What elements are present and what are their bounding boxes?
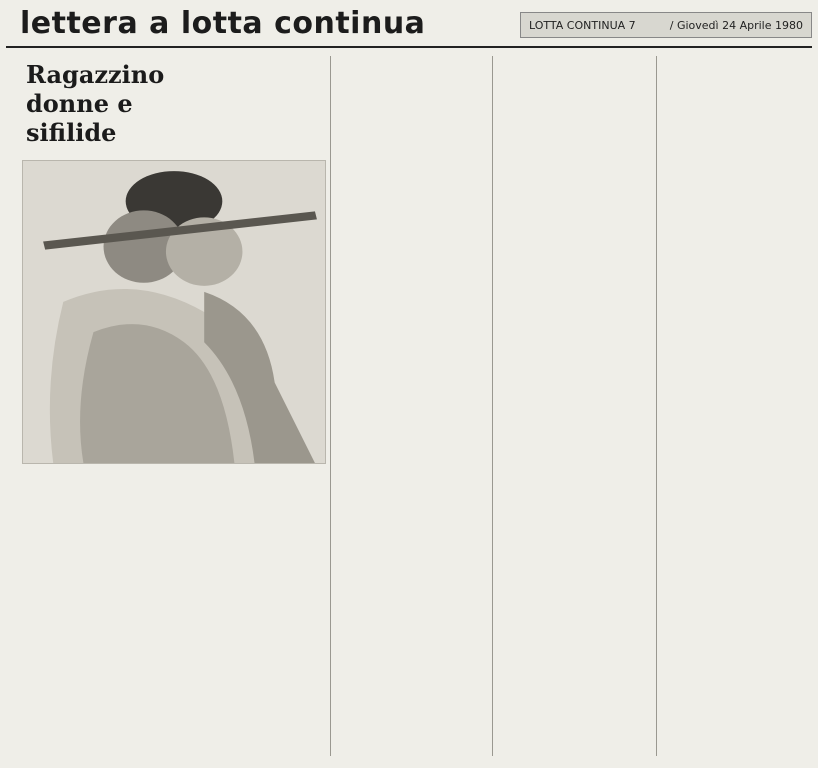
- article-headline: Ragazzino donne e sifilide: [26, 60, 165, 147]
- column-rule: [330, 56, 331, 756]
- issue-date: / Giovedì 24 Aprile 1980: [669, 19, 803, 32]
- rubric-title: lettera a lotta continua: [20, 6, 426, 41]
- masthead-box: [520, 12, 812, 38]
- paper-name: LOTTA CONTINUA 7: [529, 19, 636, 32]
- column-rule: [656, 56, 657, 756]
- column-rule: [492, 56, 493, 756]
- page-header: [6, 4, 812, 48]
- illustration-figures-icon: [23, 161, 325, 463]
- article-illustration: [22, 160, 326, 464]
